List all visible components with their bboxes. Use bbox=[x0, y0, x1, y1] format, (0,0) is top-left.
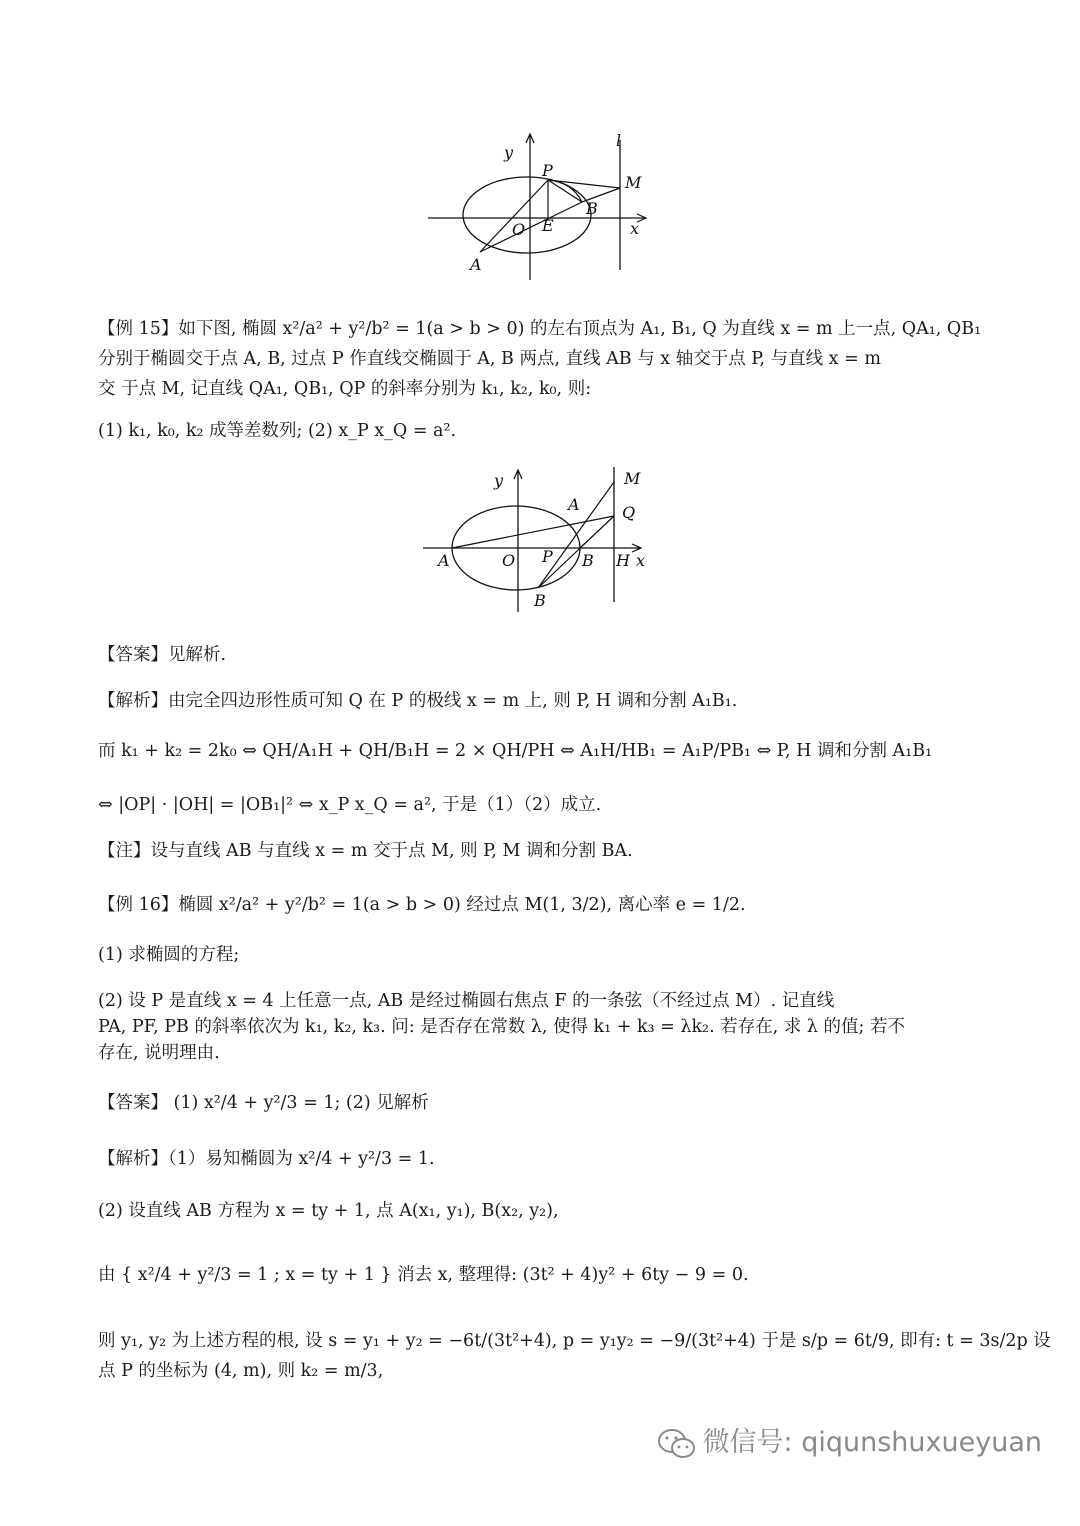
example-16-q2-line-1: (2) 设 P 是直线 x = 4 上任意一点, AB 是经过椭圆右焦点 F 的一条弦（不经过点 M）. 记直线 bbox=[98, 991, 835, 1011]
analysis-16-line-5: 点 P 的坐标为 (4, m), 则 k₂ = m/3, bbox=[98, 1361, 384, 1381]
wechat-icon bbox=[657, 1427, 697, 1461]
analysis-15-line-2: 而 k₁ + k₂ = 2k₀ ⇔ QH/A₁H + QH/B₁H = 2 × QH/PH ⇔ A₁H/HB₁ = A₁P/PB₁ ⇔ P, H 调和分割 A₁B₁ bbox=[98, 741, 933, 761]
label-E: E bbox=[542, 216, 554, 235]
example-16-q2-line-3: 存在, 说明理由. bbox=[98, 1043, 220, 1063]
example-16-line-1: 【例 16】椭圆 x²/a² + y²/b² = 1(a > b > 0) 经过点 M(1, 3/2), 离心率 e = 1/2. bbox=[98, 895, 746, 915]
analysis-16-system: 由 { x²/4 + y²/3 = 1 ; x = ty + 1 } 消去 x, 整理得: (3t² + 4)y² + 6ty − 9 = 0. bbox=[98, 1265, 749, 1285]
answer-16: 【答案】 (1) x²/4 + y²/3 = 1; (2) 见解析 bbox=[98, 1093, 429, 1113]
analysis-16-line-4: 则 y₁, y₂ 为上述方程的根, 设 s = y₁ + y₂ = −6t/(3t²+4), p = y₁y₂ = −9/(3t²+4) 于是 s/p = 6t/9, 即有: t = 3s/2p 设 bbox=[98, 1331, 1051, 1351]
example-15-line-3: 交 于点 M, 记直线 QA₁, QB₁, QP 的斜率分别为 k₁, k₂, k₀, 则: bbox=[98, 379, 592, 399]
label-y: y bbox=[494, 471, 504, 490]
label-x: x bbox=[630, 219, 640, 238]
label-A: A bbox=[470, 255, 482, 274]
line-A1Q bbox=[452, 516, 614, 548]
label-B1: B bbox=[582, 551, 594, 570]
label-O: O bbox=[502, 551, 516, 570]
example-15-line-2: 分别于椭圆交于点 A, B, 过点 P 作直线交椭圆于 A, B 两点, 直线 AB 与 x 轴交于点 P, 与直线 x = m bbox=[98, 349, 881, 369]
label-P: P bbox=[542, 161, 553, 180]
label-A1: A bbox=[438, 551, 450, 570]
label-A: A bbox=[568, 495, 580, 514]
label-M: M bbox=[625, 173, 642, 192]
analysis-16-line-1: 【解析】（1）易知椭圆为 x²/4 + y²/3 = 1. bbox=[98, 1149, 435, 1169]
example-15-line-1: 【例 15】如下图, 椭圆 x²/a² + y²/b² = 1(a > b > 0) 的左右顶点为 A₁, B₁, Q 为直线 x = m 上一点, QA₁, QB₁ bbox=[98, 319, 982, 339]
example-16-q2-line-2: PA, PF, PB 的斜率依次为 k₁, k₂, k₃. 问: 是否存在常数 λ, 使得 k₁ + k₃ = λk₂. 若存在, 求 λ 的值; 若不 bbox=[98, 1017, 905, 1037]
figure-2-ellipse-diagram bbox=[418, 462, 658, 612]
label-x: x bbox=[636, 551, 646, 570]
label-M: M bbox=[624, 469, 641, 488]
figure-2-svg bbox=[418, 462, 658, 612]
wechat-watermark bbox=[657, 1420, 1042, 1461]
analysis-16-line-2: (2) 设直线 AB 方程为 x = ty + 1, 点 A(x₁, y₁), B(x₂, y₂), bbox=[98, 1201, 559, 1221]
label-P: P bbox=[542, 547, 553, 566]
analysis-15-line-3: ⇔ |OP| · |OH| = |OB₁|² ⇔ x_P x_Q = a², 于是（1）（2）成立. bbox=[98, 795, 602, 815]
label-Q: Q bbox=[622, 503, 636, 522]
label-B: B bbox=[534, 591, 546, 610]
example-16-q1: (1) 求椭圆的方程; bbox=[98, 945, 240, 965]
label-y: y bbox=[504, 143, 514, 162]
answer-15: 【答案】见解析. bbox=[98, 645, 227, 665]
figure-1-svg bbox=[420, 130, 660, 280]
note-15: 【注】设与直线 AB 与直线 x = m 交于点 M, 则 P, M 调和分割 BA. bbox=[98, 841, 633, 861]
label-B: B bbox=[586, 199, 598, 218]
label-l: l bbox=[616, 131, 622, 150]
watermark-text: 微信号: qiqunshuxueyuan bbox=[702, 1427, 1042, 1458]
analysis-15-line-1: 【解析】由完全四边形性质可知 Q 在 P 的极线 x = m 上, 则 P, H 调和分割 A₁B₁. bbox=[98, 691, 738, 711]
label-O: O bbox=[512, 220, 526, 239]
label-H: H bbox=[616, 551, 630, 570]
chord-AP bbox=[480, 180, 548, 252]
figure-1-ellipse-diagram bbox=[420, 130, 660, 280]
example-15-line-4: (1) k₁, k₀, k₂ 成等差数列; (2) x_P x_Q = a². bbox=[98, 421, 457, 441]
